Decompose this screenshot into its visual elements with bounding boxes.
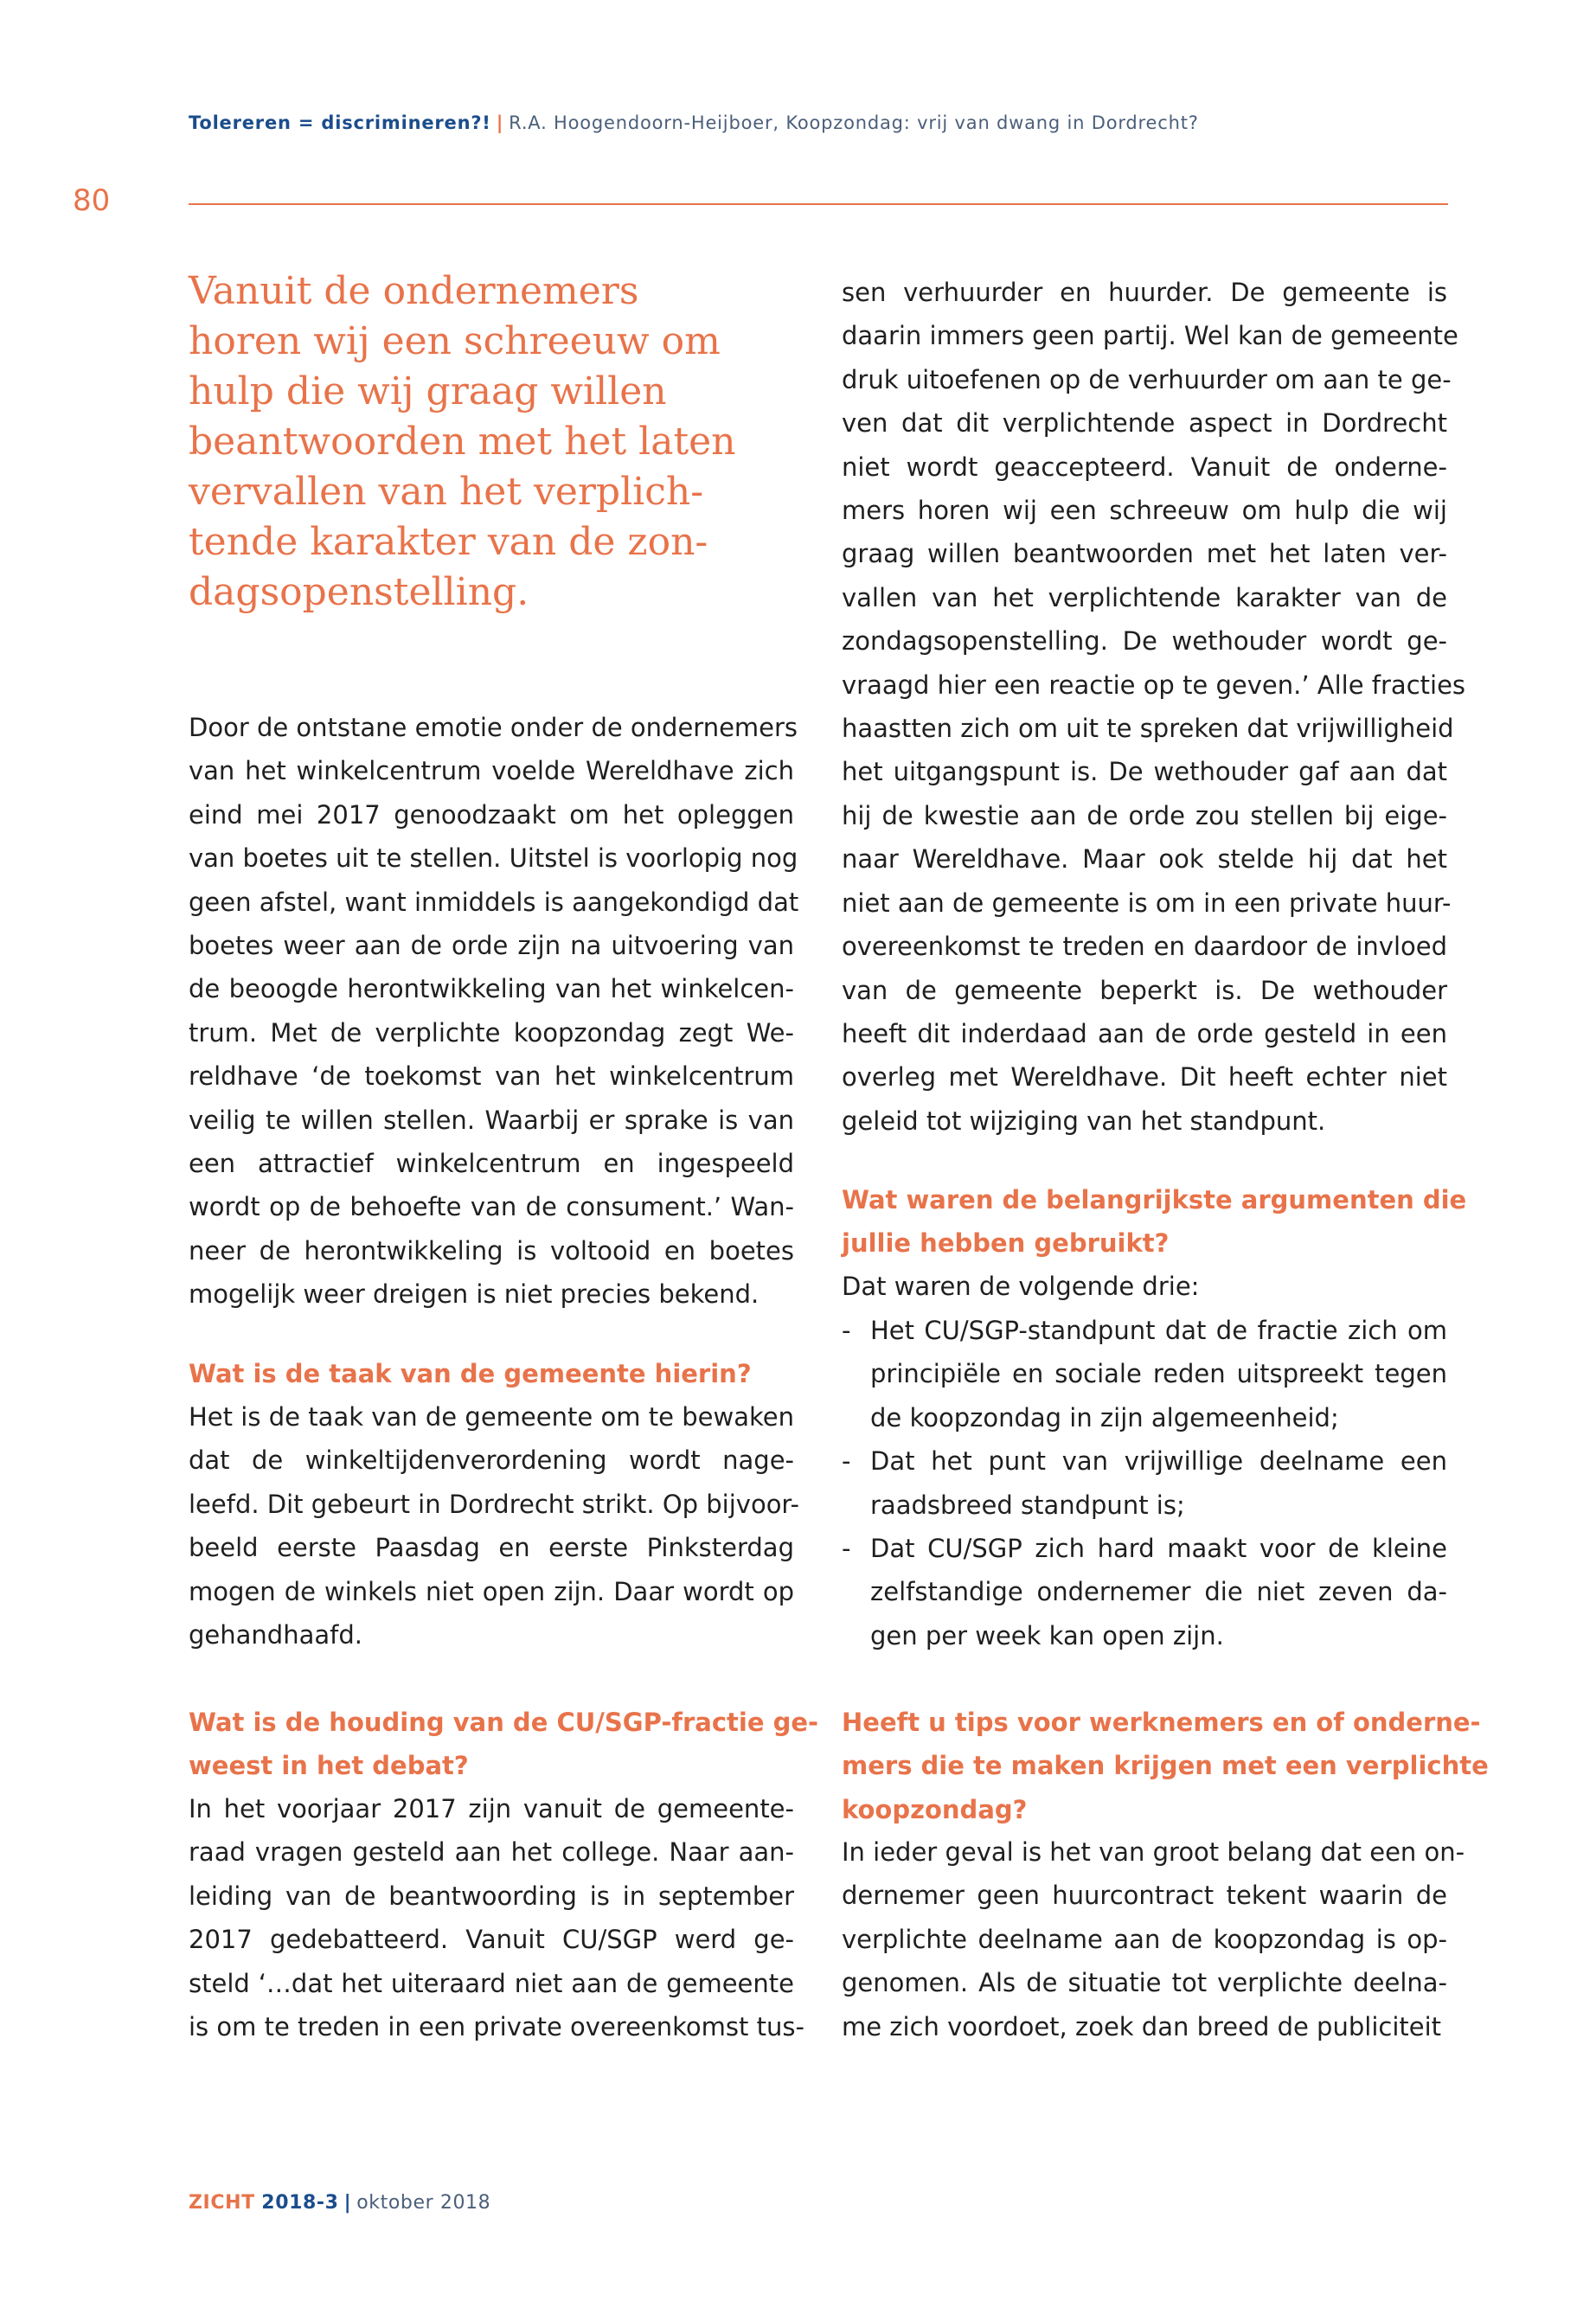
argument-list bbox=[842, 1309, 1447, 1657]
text-line: trum. Met de verplichte koopzondag zegt We- bbox=[189, 1017, 794, 1048]
right-list-intro: Dat waren de volgende drie: bbox=[842, 1272, 1200, 1301]
page-footer bbox=[189, 2192, 490, 2214]
text-line: Het is de taak van de gemeente om te bewaken bbox=[189, 1402, 794, 1432]
text-line: veilig te willen stellen. Waarbij er sprake is van bbox=[189, 1105, 794, 1135]
journal-section-title: Tolereren = discrimineren?! bbox=[189, 112, 491, 133]
text-line: weest in het debat? bbox=[189, 1751, 469, 1781]
header-rule bbox=[189, 203, 1448, 205]
text-line: steld ‘…dat het uiteraard niet aan de gemeente bbox=[189, 1968, 794, 1998]
right-paragraph-2 bbox=[842, 1830, 1465, 2048]
text-line: horen wij een schreeuw om bbox=[189, 319, 721, 363]
text-line: een attractief winkelcentrum en ingespeeld bbox=[189, 1149, 794, 1179]
text-line: van de gemeente beperkt is. De wethouder bbox=[842, 975, 1447, 1005]
text-line: vraagd hier een reactie op te geven.’ Alle fracties bbox=[842, 670, 1466, 700]
text-line: beeld eerste Paasdag en eerste Pinksterdag bbox=[189, 1533, 794, 1563]
text-line: gehandhaafd. bbox=[189, 1620, 362, 1650]
list-item bbox=[842, 1527, 1447, 1657]
pull-quote bbox=[189, 266, 794, 618]
text-line: hulp die wij graag willen bbox=[189, 369, 667, 413]
text-line: mers die te maken krijgen met een verplichte bbox=[842, 1751, 1489, 1781]
text-line: Heeft u tips voor werknemers en of onderne- bbox=[842, 1708, 1481, 1737]
text-line: 2017 gedebatteerd. Vanuit CU/SGP werd ge- bbox=[189, 1925, 794, 1955]
magazine-name: ZICHT bbox=[189, 2192, 255, 2214]
list-dash: - bbox=[842, 1534, 851, 1564]
list-item bbox=[842, 1309, 1447, 1439]
text-line: heeft dit inderdaad aan de orde gesteld in een bbox=[842, 1018, 1447, 1048]
text-line: gen per week kan open zijn. bbox=[870, 1620, 1224, 1650]
text-line: Wat is de taak van de gemeente hierin? bbox=[189, 1359, 752, 1388]
list-dash: - bbox=[842, 1316, 851, 1345]
text-line: dernemer geen huurcontract tekent waarin de bbox=[842, 1881, 1447, 1911]
list-dash: - bbox=[842, 1446, 851, 1477]
left-paragraph-3 bbox=[189, 1787, 804, 2048]
page-number: 80 bbox=[73, 183, 111, 218]
list-item-text bbox=[870, 1439, 1447, 1527]
left-paragraph-2 bbox=[189, 1395, 799, 1657]
text-line: beantwoorden met het laten bbox=[189, 420, 736, 464]
text-line: mogelijk weer dreigen is niet precies bekend. bbox=[189, 1279, 760, 1310]
text-line: daarin immers geen partij. Wel kan de gemeente bbox=[842, 321, 1458, 351]
text-line: Wat waren de belangrijkste argumenten die bbox=[842, 1185, 1467, 1215]
text-line: vallen van het verplichtende karakter van de bbox=[842, 582, 1447, 612]
text-line: principiële en sociale reden uitspreekt tegen bbox=[870, 1359, 1447, 1389]
text-line: overeenkomst te treden en daardoor de invloed bbox=[842, 932, 1447, 962]
text-line: haastten zich om uit te spreken dat vrijwilligheid bbox=[842, 714, 1454, 744]
text-line: Dat het punt van vrijwillige deelname een bbox=[870, 1446, 1447, 1477]
right-paragraph-1 bbox=[842, 271, 1466, 1143]
text-line: dat de winkeltijdenverordening wordt nage- bbox=[189, 1445, 794, 1476]
text-line: niet aan de gemeente is om in een private huur- bbox=[842, 888, 1452, 918]
text-line: dagsopenstelling. bbox=[189, 570, 529, 614]
text-line: naar Wereldhave. Maar ook stelde hij dat het bbox=[842, 844, 1447, 875]
text-line: leiding van de beantwoording is in september bbox=[189, 1881, 794, 1911]
running-header bbox=[189, 112, 1199, 133]
text-line: geen afstel, want inmiddels is aangekondigd dat bbox=[189, 887, 799, 917]
text-line: Het CU/SGP-standpunt dat de fractie zich om bbox=[870, 1316, 1447, 1345]
text-line: jullie hebben gebruikt? bbox=[842, 1228, 1170, 1259]
text-line: verplichte deelname aan de koopzondag is op- bbox=[842, 1924, 1447, 1954]
footer-separator: | bbox=[343, 2192, 352, 2214]
text-line: hij de kwestie aan de orde zou stellen bij eige- bbox=[842, 800, 1447, 830]
text-line: genomen. Als de situatie tot verplichte deelna- bbox=[842, 1968, 1447, 1998]
text-line: Dat CU/SGP zich hard maakt voor de kleine bbox=[870, 1534, 1447, 1564]
text-line: me zich voordoet, zoek dan breed de publiciteit bbox=[842, 2011, 1442, 2041]
issue-number: 2018-3 bbox=[261, 2192, 339, 2214]
text-line: de koopzondag in zijn algemeenheid; bbox=[870, 1402, 1339, 1433]
text-line: druk uitoefenen op de verhuurder om aan te ge- bbox=[842, 364, 1452, 394]
text-line: zelfstandige ondernemer die niet zeven da- bbox=[870, 1577, 1447, 1607]
text-line: vervallen van het verplich- bbox=[189, 470, 704, 514]
list-item bbox=[842, 1439, 1447, 1527]
article-author-title: R.A. Hoogendoorn-Heijboer, Koopzondag: vrij van dwang in Dordrecht? bbox=[509, 112, 1199, 133]
text-line: leefd. Dit gebeurt in Dordrecht strikt. Op bijvoor- bbox=[189, 1489, 799, 1519]
left-paragraph-1 bbox=[189, 706, 799, 1317]
right-heading-2 bbox=[842, 1701, 1489, 1831]
text-line: wordt op de behoefte van de consument.’ Wan- bbox=[189, 1192, 794, 1222]
left-heading-1 bbox=[189, 1352, 794, 1395]
issue-date: oktober 2018 bbox=[356, 2192, 491, 2214]
right-heading-1 bbox=[842, 1178, 1467, 1266]
list-item-text bbox=[870, 1309, 1447, 1439]
text-line: niet wordt geaccepteerd. Vanuit de onderne- bbox=[842, 452, 1447, 482]
text-line: Vanuit de ondernemers bbox=[189, 269, 639, 313]
header-separator: | bbox=[496, 112, 504, 133]
text-line: het uitgangspunt is. De wethouder gaf aan dat bbox=[842, 757, 1447, 787]
text-line: mogen de winkels niet open zijn. Daar wordt op bbox=[189, 1576, 794, 1606]
text-line: tende karakter van de zon- bbox=[189, 520, 708, 564]
text-line: van boetes uit te stellen. Uitstel is voorlopig nog bbox=[189, 843, 798, 874]
list-item-text bbox=[870, 1527, 1447, 1657]
text-line: In het voorjaar 2017 zijn vanuit de gemeente- bbox=[189, 1794, 794, 1823]
text-line: graag willen beantwoorden met het laten ver- bbox=[842, 539, 1447, 569]
text-line: reldhave ‘de toekomst van het winkelcentrum bbox=[189, 1061, 794, 1092]
text-line: In ieder geval is het van groot belang dat een on- bbox=[842, 1837, 1465, 1867]
text-line: eind mei 2017 genoodzaakt om het opleggen bbox=[189, 799, 794, 830]
text-line: raadsbreed standpunt is; bbox=[870, 1490, 1185, 1520]
left-heading-2 bbox=[189, 1701, 819, 1788]
text-line: sen verhuurder en huurder. De gemeente is bbox=[842, 278, 1447, 307]
text-line: koopzondag? bbox=[842, 1794, 1028, 1824]
text-line: mers horen wij een schreeuw om hulp die wij bbox=[842, 496, 1447, 526]
text-line: Door de ontstane emotie onder de ondernemers bbox=[189, 713, 798, 742]
text-line: ven dat dit verplichtende aspect in Dordrecht bbox=[842, 408, 1447, 439]
text-line: van het winkelcentrum voelde Wereldhave zich bbox=[189, 756, 794, 786]
text-line: neer de herontwikkeling is voltooid en boetes bbox=[189, 1235, 794, 1266]
text-line: zondagsopenstelling. De wethouder wordt ge- bbox=[842, 626, 1447, 657]
text-line: Wat is de houding van de CU/SGP-fractie ge- bbox=[189, 1708, 819, 1737]
text-line: is om te treden in een private overeenkomst tus- bbox=[189, 2012, 804, 2042]
text-line: de beoogde herontwikkeling van het winkelcen- bbox=[189, 974, 794, 1004]
text-line: geleid tot wijziging van het standpunt. bbox=[842, 1106, 1326, 1136]
text-line: raad vragen gesteld aan het college. Naar aan- bbox=[189, 1837, 794, 1868]
text-line: boetes weer aan de orde zijn na uitvoering van bbox=[189, 931, 794, 961]
text-line: overleg met Wereldhave. Dit heeft echter niet bbox=[842, 1062, 1447, 1093]
